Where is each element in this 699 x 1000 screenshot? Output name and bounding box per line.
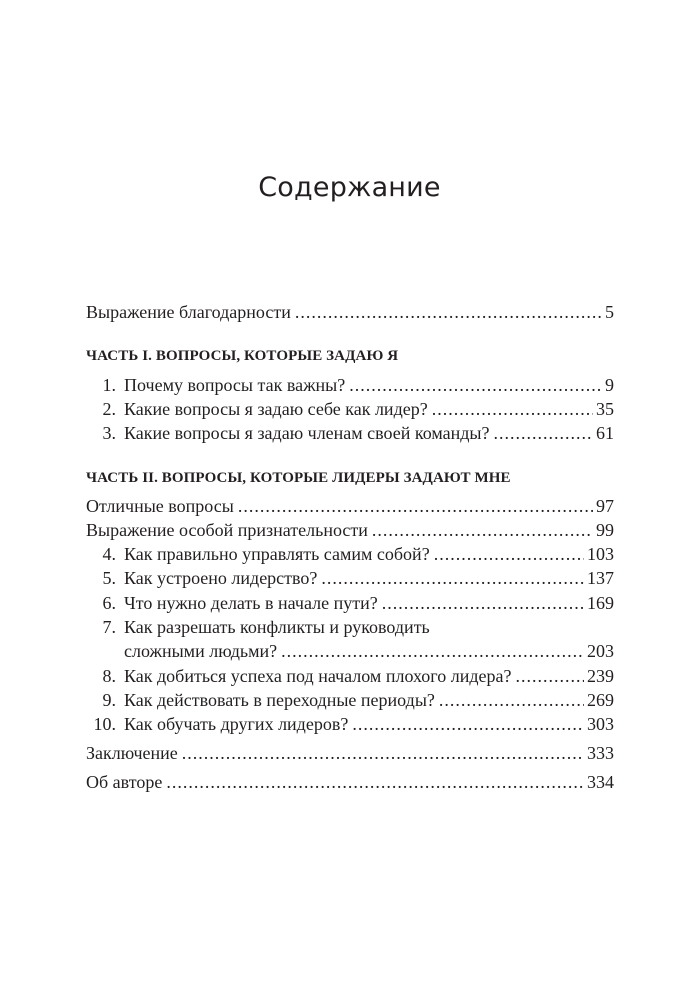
dot-leader bbox=[166, 771, 584, 793]
toc-entry-conclusion[interactable] bbox=[86, 742, 614, 764]
chapter-number: 7. bbox=[102, 617, 116, 637]
toc-entry-label: Отличные вопросы bbox=[86, 496, 234, 516]
toc-entry-label: Как устроено лидерство? bbox=[124, 568, 318, 588]
dot-leader bbox=[349, 374, 602, 396]
toc-entry-acknowledgements[interactable] bbox=[86, 301, 614, 323]
toc-entry-label: Почему вопросы так важны? bbox=[124, 375, 346, 395]
chapter-number: 3. bbox=[102, 423, 116, 443]
toc-entry-about-author[interactable] bbox=[86, 771, 614, 793]
toc-page-number: 5 bbox=[605, 302, 614, 322]
chapter-number: 2. bbox=[102, 399, 116, 419]
toc-entry-chapter-4[interactable] bbox=[86, 543, 614, 565]
toc-entry-label: Что нужно делать в начале пути? bbox=[124, 593, 378, 613]
dot-leader bbox=[182, 742, 584, 764]
page-title: Содержание bbox=[258, 172, 441, 203]
toc-page-number: 61 bbox=[596, 423, 614, 443]
toc-page-number: 35 bbox=[596, 399, 614, 419]
toc-entry-label: Какие вопросы я задаю себе как лидер? bbox=[124, 399, 428, 419]
dot-leader bbox=[439, 689, 584, 711]
toc-entry-chapter-9[interactable] bbox=[86, 689, 614, 711]
toc-page-number: 239 bbox=[587, 666, 614, 686]
chapter-number: 9. bbox=[102, 690, 116, 710]
toc-entry-chapter-3[interactable] bbox=[86, 422, 614, 444]
toc-page-number: 97 bbox=[596, 496, 614, 516]
chapter-number: 10. bbox=[93, 714, 116, 734]
toc-entry-chapter-7-line-1[interactable] bbox=[86, 616, 614, 638]
toc-entry-chapter-5[interactable] bbox=[86, 567, 614, 589]
toc-entry-label: Как правильно управлять самим собой? bbox=[124, 544, 430, 564]
part-2-heading: ЧАСТЬ II. ВОПРОСЫ, КОТОРЫЕ ЛИДЕРЫ ЗАДАЮТ МНЕ bbox=[86, 470, 511, 486]
toc-page-number: 99 bbox=[596, 520, 614, 540]
toc-entry-special-thanks[interactable] bbox=[86, 519, 614, 541]
dot-leader bbox=[494, 422, 593, 444]
toc-page-number: 203 bbox=[587, 641, 614, 661]
toc-page-number: 303 bbox=[587, 714, 614, 734]
dot-leader bbox=[372, 519, 593, 541]
dot-leader bbox=[321, 567, 584, 589]
toc-page-number: 169 bbox=[587, 593, 614, 613]
toc-entry-chapter-1[interactable] bbox=[86, 374, 614, 396]
toc-entry-label-continuation: сложными людьми? bbox=[124, 641, 278, 661]
toc-page-number: 269 bbox=[587, 690, 614, 710]
toc-page-number: 334 bbox=[587, 772, 614, 792]
toc-entry-label: Заключение bbox=[86, 743, 178, 763]
chapter-number: 5. bbox=[102, 568, 116, 588]
chapter-number: 6. bbox=[102, 593, 116, 613]
dot-leader bbox=[238, 495, 593, 517]
toc-entry-label: Какие вопросы я задаю членам своей команды? bbox=[124, 423, 490, 443]
toc-entry-label: Как разрешать конфликты и руководить bbox=[124, 617, 430, 637]
toc-entry-chapter-7-line-2[interactable] bbox=[86, 640, 614, 662]
chapter-number: 4. bbox=[102, 544, 116, 564]
toc-entry-label: Как действовать в переходные периоды? bbox=[124, 690, 435, 710]
toc-entry-label: Как добиться успеха под началом плохого лидера? bbox=[124, 666, 512, 686]
toc-entry-chapter-8[interactable] bbox=[86, 665, 614, 687]
part-1-heading: ЧАСТЬ I. ВОПРОСЫ, КОТОРЫЕ ЗАДАЮ Я bbox=[86, 348, 399, 364]
toc-entry-chapter-2[interactable] bbox=[86, 398, 614, 420]
chapter-number: 8. bbox=[102, 666, 116, 686]
dot-leader bbox=[281, 640, 584, 662]
toc-entry-great-questions[interactable] bbox=[86, 495, 614, 517]
dot-leader bbox=[432, 398, 593, 420]
toc-entry-label: Выражение благодарности bbox=[86, 302, 291, 322]
toc-entry-chapter-6[interactable] bbox=[86, 592, 614, 614]
toc-entry-label: Выражение особой признательности bbox=[86, 520, 368, 540]
toc-page-number: 137 bbox=[587, 568, 614, 588]
dot-leader bbox=[352, 713, 584, 735]
chapter-number: 1. bbox=[102, 375, 116, 395]
toc-entry-label: Об авторе bbox=[86, 772, 163, 792]
toc-page-number: 333 bbox=[587, 743, 614, 763]
toc-page-number: 103 bbox=[587, 544, 614, 564]
dot-leader bbox=[295, 301, 602, 323]
dot-leader bbox=[515, 665, 584, 687]
toc-entry-label: Как обучать других лидеров? bbox=[124, 714, 349, 734]
dot-leader bbox=[382, 592, 584, 614]
dot-leader bbox=[434, 543, 584, 565]
toc-page-number: 9 bbox=[605, 375, 614, 395]
toc-entry-chapter-10[interactable] bbox=[86, 713, 614, 735]
